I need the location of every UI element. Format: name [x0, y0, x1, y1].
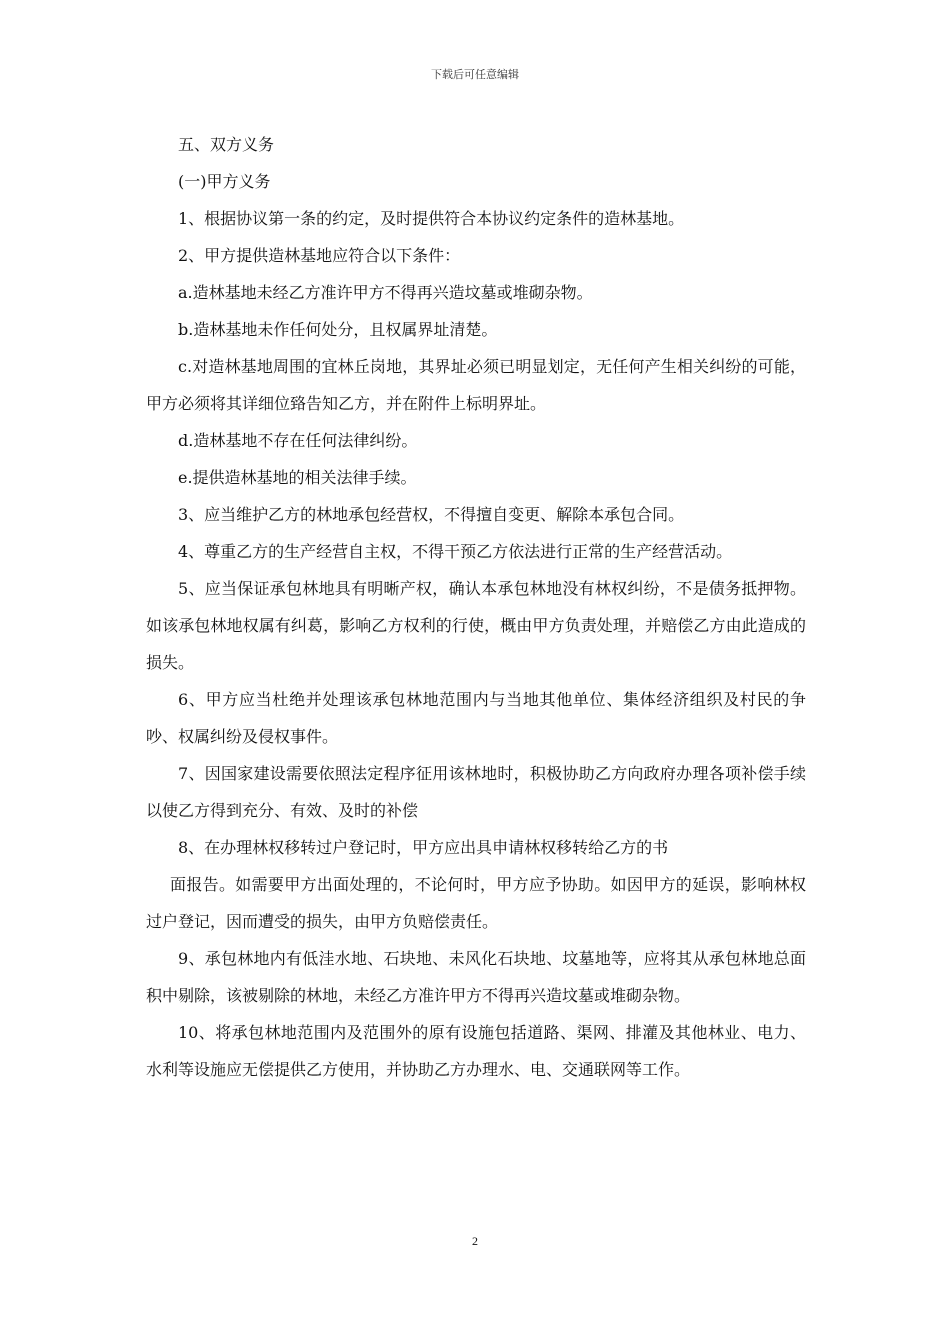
clause-2: 2、甲方提供造林基地应符合以下条件： [178, 246, 461, 265]
condition-c: c.对造林基地周围的宜林丘岗地，其界址必须已明显划定，无任何产生相关纠纷的可能，甲方必须将其详细位臵告知乙方，并在附件上标明界址。 [146, 357, 806, 413]
condition-e: e.提供造林基地的相关法律手续。 [178, 468, 417, 487]
page-number: 2 [472, 1234, 478, 1248]
condition-d: d.造林基地不存在任何法律纠纷。 [178, 431, 418, 450]
clause-4: 4、尊重乙方的生产经营自主权，不得干预乙方依法进行正常的生产经营活动。 [178, 542, 733, 561]
document-body [146, 126, 806, 1088]
clause-10: 10、将承包林地范围内及范围外的原有设施包括道路、渠网、排灌及其他林业、电力、水利等设施应无偿提供乙方使用，并协助乙方办理水、电、交通联网等工作。 [146, 1023, 806, 1079]
clause-3: 3、应当维护乙方的林地承包经营权，不得擅自变更、解除本承包合同。 [178, 505, 685, 524]
section-title: 五、双方义务 [178, 135, 275, 154]
subsection-title: (一)甲方义务 [178, 172, 271, 191]
page-header: 下载后可任意编辑 [431, 68, 519, 81]
condition-b: b.造林基地未作任何处分，且权属界址清楚。 [178, 320, 498, 339]
clause-8-continuation: 面报告。如需要甲方出面处理的，不论何时，甲方应予协助。如因甲方的延误，影响林权过户登记，因而遭受的损失，由甲方负赔偿责任。 [146, 875, 806, 931]
clause-8-line-1: 8、在办理林权移转过户登记时，甲方应出具申请林权移转给乙方的书 [178, 838, 669, 857]
clause-1: 1、根据协议第一条的约定，及时提供符合本协议约定条件的造林基地。 [178, 209, 685, 228]
condition-a: a.造林基地未经乙方准许甲方不得再兴造坟墓或堆砌杂物。 [178, 283, 593, 302]
clause-6: 6、甲方应当杜绝并处理该承包林地范围内与当地其他单位、集体经济组织及村民的争吵、权属纠纷及侵权事件。 [146, 690, 806, 746]
clause-5: 5、应当保证承包林地具有明晰产权，确认本承包林地没有林权纠纷，不是债务抵押物。如该承包林地权属有纠葛，影响乙方权利的行使，概由甲方负责处理，并赔偿乙方由此造成的损失。 [146, 579, 806, 672]
clause-7: 7、因国家建设需要依照法定程序征用该林地时，积极协助乙方向政府办理各项补偿手续以使乙方得到充分、有效、及时的补偿 [146, 764, 806, 820]
clause-9: 9、承包林地内有低洼水地、石块地、未风化石块地、坟墓地等，应将其从承包林地总面积中剔除，该被剔除的林地，未经乙方准许甲方不得再兴造坟墓或堆砌杂物。 [146, 949, 806, 1005]
